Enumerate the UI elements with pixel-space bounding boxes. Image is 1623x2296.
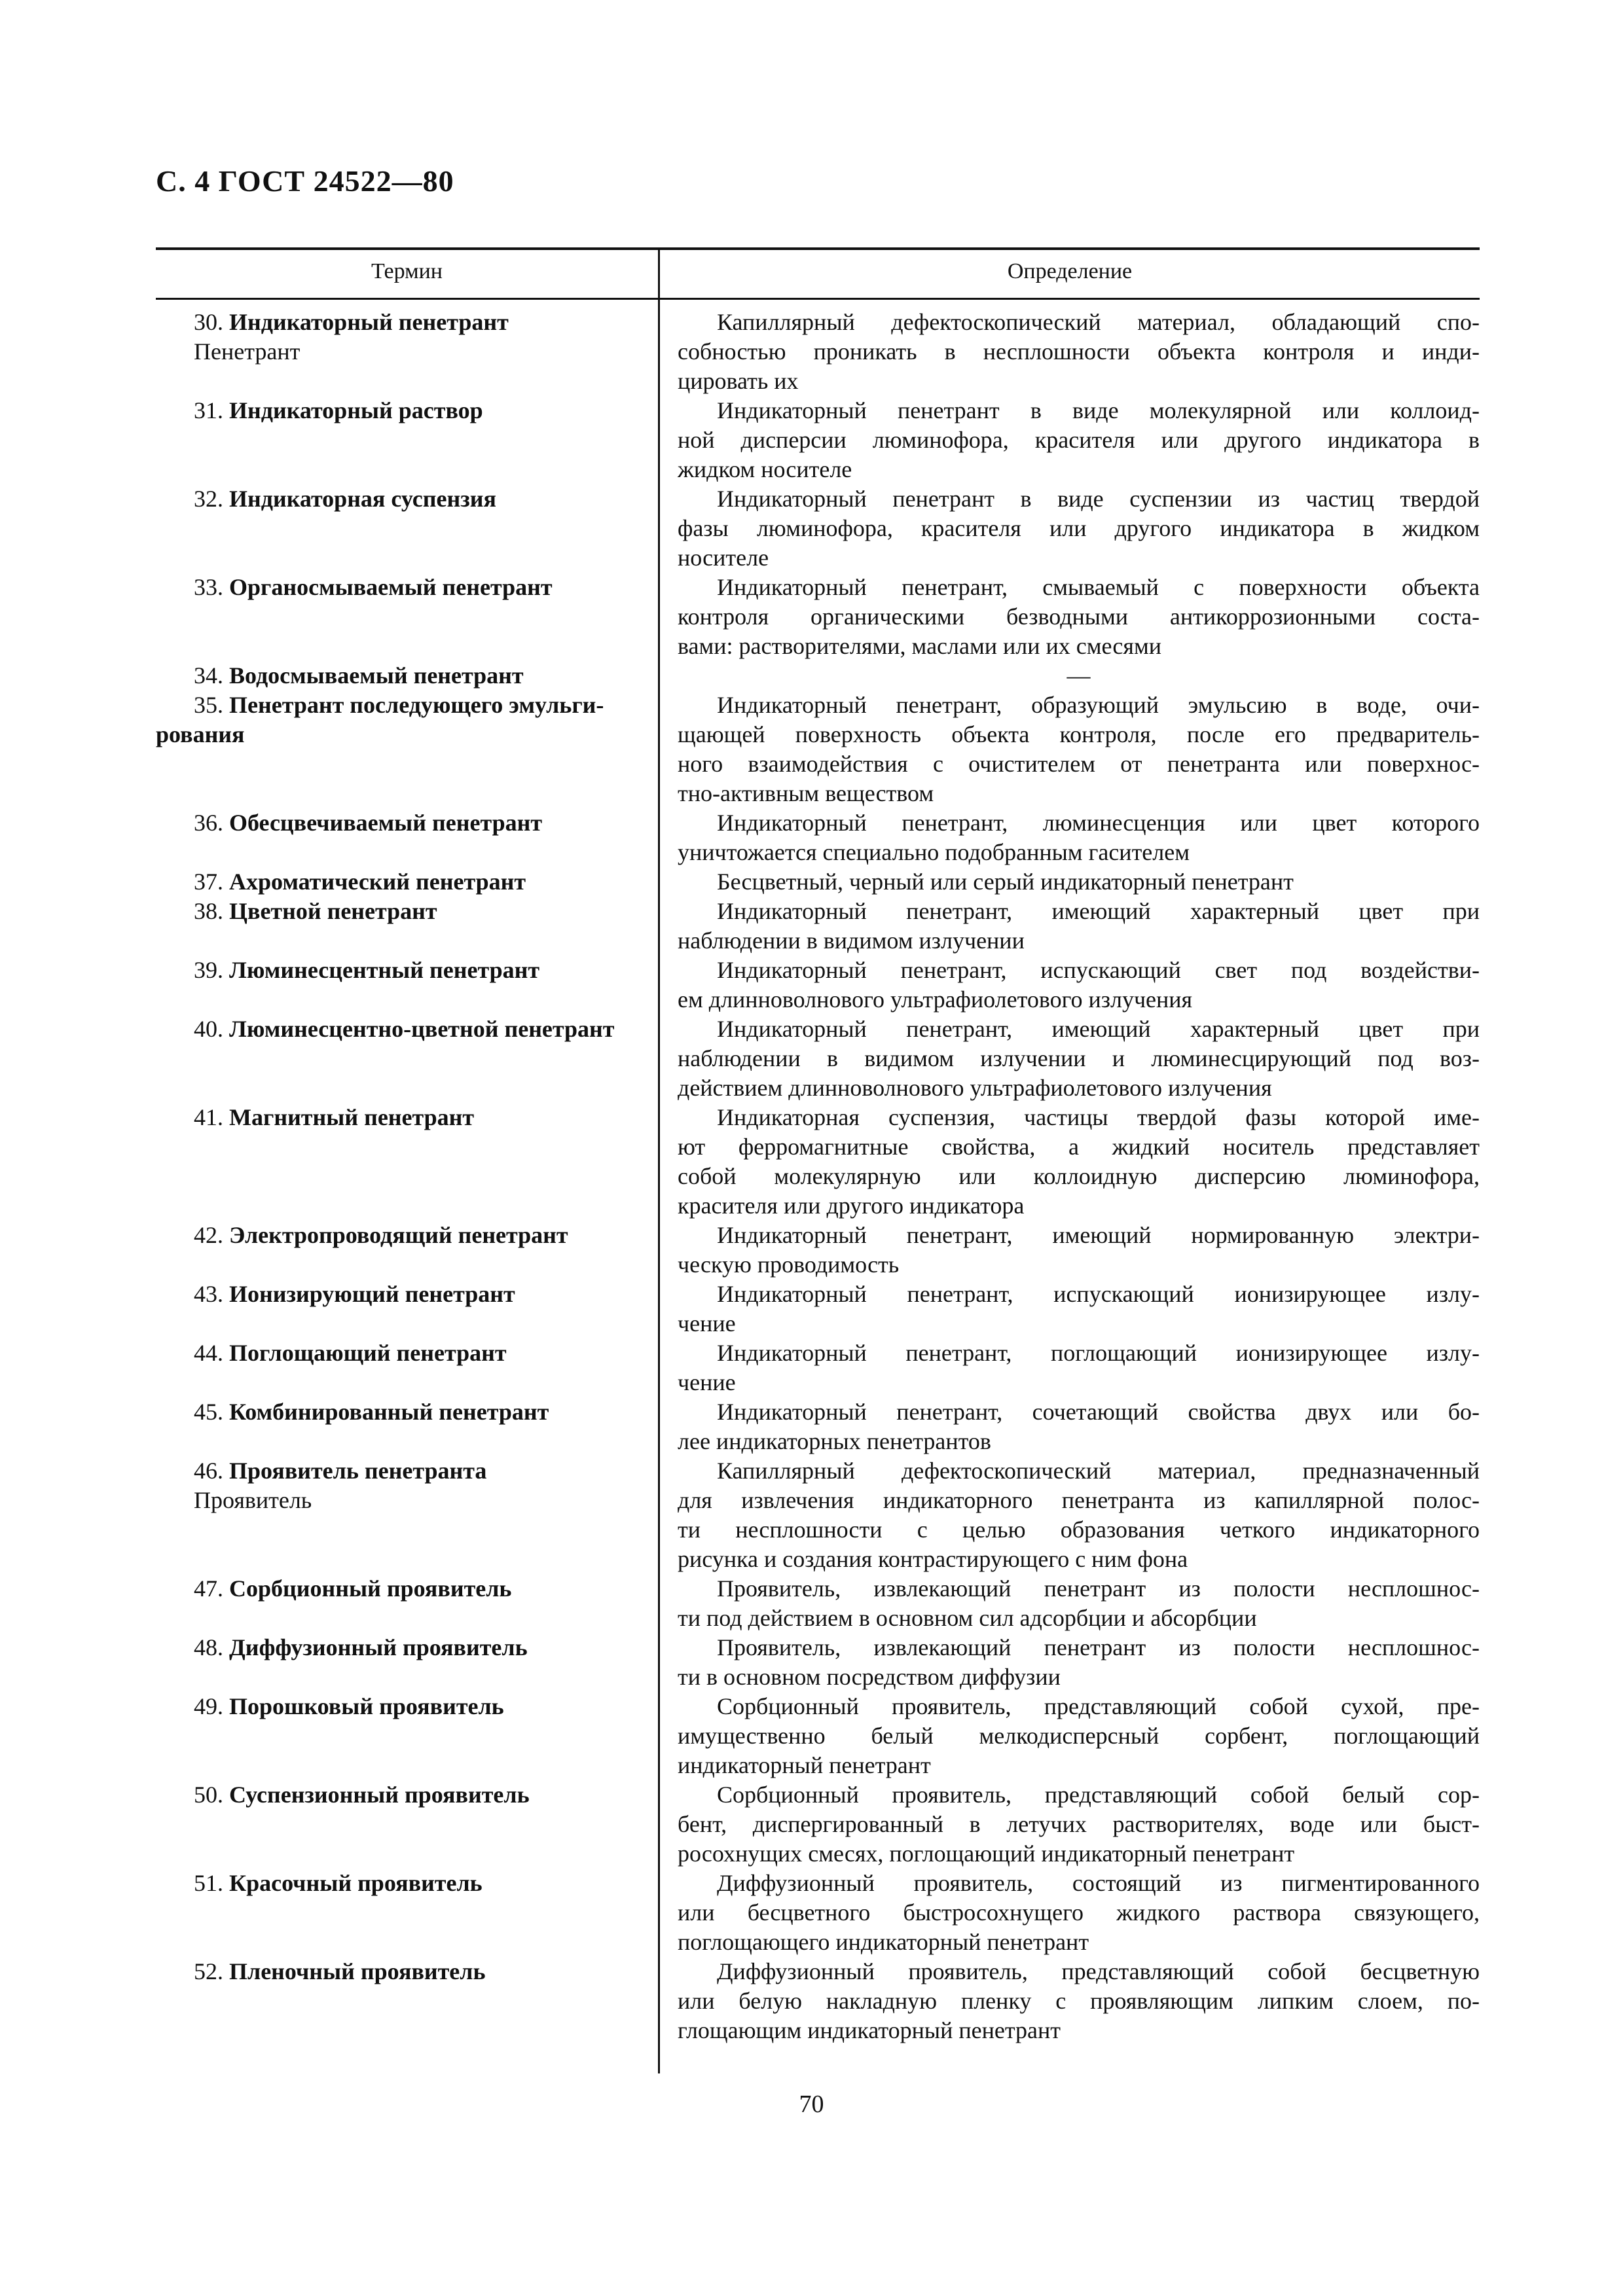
term-line xyxy=(194,1221,644,1250)
definition-cell xyxy=(658,1221,1480,1280)
term-line xyxy=(194,1456,644,1486)
definition-line: Индикаторный пенетрант, поглощающий ионизирующее излу- xyxy=(717,1340,1480,1366)
definition-line: Проявитель, извлекающий пенетрант из полости несплошнос- xyxy=(717,1634,1480,1660)
term-line xyxy=(194,808,644,838)
definition-line: Капиллярный дефектоскопический материал, предназначенный xyxy=(717,1458,1480,1484)
definition-line: Индикаторный пенетрант, испускающий свет под воздействи- xyxy=(717,957,1480,983)
term-cell xyxy=(156,1221,658,1280)
term-line xyxy=(194,1869,644,1898)
term-line xyxy=(194,691,644,720)
column-header-definition: Определение xyxy=(1007,259,1133,283)
term-number: 38. xyxy=(194,898,223,924)
column-header-term: Термин xyxy=(371,259,443,283)
term-cell xyxy=(156,1014,658,1103)
term-line xyxy=(194,867,644,897)
term-number: 39. xyxy=(194,957,223,983)
page-header: С. 4 ГОСТ 24522—80 xyxy=(156,164,454,198)
definition-line: Индикаторный пенетрант, имеющий характерный цвет при xyxy=(717,898,1480,924)
definition-cell xyxy=(658,1574,1480,1633)
definition-line: ти в основном посредством диффузии xyxy=(678,1664,1061,1690)
term-name: Индикаторный раствор xyxy=(229,397,483,423)
definition-line: или белую накладную пленку с проявляющим липким слоем, по- xyxy=(678,1988,1480,2014)
term-number: 36. xyxy=(194,810,223,836)
term-name: Индикаторная суспензия xyxy=(229,486,496,512)
table-row xyxy=(156,1692,1480,1780)
term-cell xyxy=(156,867,658,897)
definition-line: или бесцветного быстросохнущего жидкого раствора связующего, xyxy=(678,1899,1480,1926)
term-cell xyxy=(156,1280,658,1338)
term-cell xyxy=(156,1103,658,1221)
definition-cell xyxy=(658,1869,1480,1957)
term-number: 51. xyxy=(194,1870,223,1896)
term-cell xyxy=(156,897,658,956)
table-row xyxy=(156,1780,1480,1869)
term-name: Комбинированный пенетрант xyxy=(229,1399,549,1425)
term-cell xyxy=(156,808,658,867)
definition-line: Индикаторный пенетрант, сочетающий свойства двух или бо- xyxy=(717,1399,1480,1425)
term-number: 44. xyxy=(194,1340,223,1366)
definition-line: собой молекулярную или коллоидную дисперсию люминофора, xyxy=(678,1163,1480,1189)
term-line xyxy=(194,1692,644,1721)
term-cell xyxy=(156,1692,658,1780)
term-number: 48. xyxy=(194,1634,223,1660)
definition-line: росохнущих смесях, поглощающий индикаторный пенетрант xyxy=(678,1840,1295,1867)
table-row xyxy=(156,956,1480,1014)
definition-line: Сорбционный проявитель, представляющий собой сухой, пре- xyxy=(717,1693,1480,1719)
term-name: Люминесцентно-цветной пенетрант xyxy=(229,1016,615,1042)
table-row xyxy=(156,308,1480,396)
term-number: 43. xyxy=(194,1281,223,1307)
definition-line: Индикаторный пенетрант, люминесценция или цвет которого xyxy=(717,810,1480,836)
table-row xyxy=(156,897,1480,956)
term-cell xyxy=(156,396,658,484)
term-line xyxy=(194,661,644,691)
term-line xyxy=(194,956,644,985)
term-number: 35. xyxy=(194,692,223,718)
table-row xyxy=(156,1633,1480,1692)
definition-line: собностью проникать в несплошности объекта контроля и инди- xyxy=(678,338,1480,365)
term-number: 31. xyxy=(194,397,223,423)
term-cell xyxy=(156,573,658,661)
term-name-continuation: рования xyxy=(156,721,245,747)
definition-line: Индикаторный пенетрант, испускающий ионизирующее излу- xyxy=(717,1281,1480,1307)
term-number: 49. xyxy=(194,1693,223,1719)
definition-cell xyxy=(658,1338,1480,1397)
term-cell xyxy=(156,956,658,1014)
table-row xyxy=(156,691,1480,808)
term-name: Ахроматический пенетрант xyxy=(229,869,526,895)
definition-line: Индикаторный пенетрант, имеющий нормированную электри- xyxy=(717,1222,1480,1248)
term-number: 42. xyxy=(194,1222,223,1248)
definition-line: индикаторный пенетрант xyxy=(678,1752,931,1778)
term-cell xyxy=(156,484,658,573)
term-line xyxy=(194,1397,644,1427)
table-row xyxy=(156,484,1480,573)
definition-line: ческую проводимость xyxy=(678,1251,900,1278)
term-line xyxy=(194,308,644,337)
term-line xyxy=(194,573,644,602)
definition-line: имущественно белый мелкодисперсный сорбент, поглощающий xyxy=(678,1723,1480,1749)
definition-cell xyxy=(658,573,1480,661)
definition-line: Индикаторный пенетрант в виде молекулярной или коллоид- xyxy=(717,397,1480,423)
definition-line: Диффузионный проявитель, состоящий из пигментированного xyxy=(717,1870,1480,1896)
table-header-rule xyxy=(156,298,1480,300)
definition-line: Индикаторный пенетрант, смываемый с поверхности объекта xyxy=(717,574,1480,600)
term-name: Сорбционный проявитель xyxy=(229,1575,512,1602)
term-line xyxy=(194,1574,644,1604)
page-number: 70 xyxy=(799,2090,824,2118)
term-line xyxy=(194,1103,644,1132)
term-name: Индикаторный пенетрант xyxy=(229,309,509,335)
term-number: 30. xyxy=(194,309,223,335)
table-row xyxy=(156,867,1480,897)
term-number: 41. xyxy=(194,1104,223,1130)
term-name: Магнитный пенетрант xyxy=(229,1104,475,1130)
definition-line: лее индикаторных пенетрантов xyxy=(678,1428,991,1454)
term-number: 50. xyxy=(194,1782,223,1808)
definition-cell xyxy=(658,484,1480,573)
term-number: 34. xyxy=(194,662,223,689)
definition-line: Проявитель, извлекающий пенетрант из полости несплошнос- xyxy=(717,1575,1480,1602)
definition-line: наблюдении в видимом излучении и люминесцирующий под воз- xyxy=(678,1045,1480,1071)
definition-line: Бесцветный, черный или серый индикаторный пенетрант xyxy=(717,869,1294,895)
definition-cell xyxy=(658,808,1480,867)
definition-line: уничтожается специально подобранным гасителем xyxy=(678,839,1190,865)
term-cell xyxy=(156,308,658,396)
definition-line: Индикаторная суспензия, частицы твердой фазы которой име- xyxy=(717,1104,1480,1130)
term-name: Обесцвечиваемый пенетрант xyxy=(229,810,543,836)
term-name: Пленочный проявитель xyxy=(229,1958,486,1984)
term-synonym: Проявитель xyxy=(194,1487,312,1513)
table-row xyxy=(156,1103,1480,1221)
term-line xyxy=(194,1780,644,1810)
term-number: 33. xyxy=(194,574,223,600)
term-name: Пенетрант последующего эмульги- xyxy=(229,692,604,718)
definition-line: ного взаимодействия с очистителем от пенетранта или поверхнос- xyxy=(678,751,1480,777)
table-row xyxy=(156,1397,1480,1456)
table-row xyxy=(156,1338,1480,1397)
table-row xyxy=(156,573,1480,661)
definition-line: цировать их xyxy=(678,368,799,394)
definition-cell xyxy=(658,691,1480,808)
definition-line: глощающим индикаторный пенетрант xyxy=(678,2017,1061,2043)
definition-line: Индикаторный пенетрант в виде суспензии из частиц твердой xyxy=(717,486,1480,512)
term-name: Электропроводящий пенетрант xyxy=(229,1222,568,1248)
table-top-rule xyxy=(156,247,1480,250)
table-row xyxy=(156,1280,1480,1338)
definition-line: контроля органическими безводными антикоррозионными соста- xyxy=(678,603,1480,630)
term-cell xyxy=(156,1574,658,1633)
term-cell xyxy=(156,1633,658,1692)
definition-cell xyxy=(658,1633,1480,1692)
definition-cell xyxy=(658,867,1480,897)
definition-line: для извлечения индикаторного пенетранта из капиллярной полос- xyxy=(678,1487,1480,1513)
definition-cell xyxy=(658,1692,1480,1780)
term-line xyxy=(194,1280,644,1309)
definition-cell xyxy=(658,1103,1480,1221)
definition-line: бент, диспергированный в летучих растворителях, воде или быст- xyxy=(678,1811,1480,1837)
definition-cell xyxy=(658,1014,1480,1103)
term-name: Цветной пенетрант xyxy=(229,898,437,924)
term-number: 40. xyxy=(194,1016,223,1042)
table-row xyxy=(156,661,1480,691)
definition-line: тно-активным веществом xyxy=(678,780,934,806)
definition-cell xyxy=(658,1456,1480,1574)
definition-line: поглощающего индикаторный пенетрант xyxy=(678,1929,1089,1955)
term-cell xyxy=(156,1338,658,1397)
definition-line: носителе xyxy=(678,545,769,571)
definition-line: ют ферромагнитные свойства, а жидкий носитель представляет xyxy=(678,1134,1480,1160)
table-row xyxy=(156,1221,1480,1280)
term-number: 32. xyxy=(194,486,223,512)
term-name: Люминесцентный пенетрант xyxy=(229,957,540,983)
definition-line: ти под действием в основном сил адсорбции и абсорбции xyxy=(678,1605,1257,1631)
term-cell xyxy=(156,1780,658,1869)
term-number: 46. xyxy=(194,1458,223,1484)
definition-line: действием длинноволнового ультрафиолетового излучения xyxy=(678,1075,1272,1101)
term-line xyxy=(194,897,644,926)
definition-line: ной дисперсии люминофора, красителя или другого индикатора в xyxy=(678,427,1480,453)
definition-line: ем длинноволнового ультрафиолетового излучения xyxy=(678,986,1193,1013)
term-cell xyxy=(156,691,658,808)
definition-line: Диффузионный проявитель, представляющий собой бесцветную xyxy=(717,1958,1480,1984)
term-line xyxy=(194,1633,644,1662)
definition-line: вами: растворителями, маслами или их смесями xyxy=(678,633,1162,659)
definition-line: чение xyxy=(678,1369,736,1395)
definition-line: жидком носителе xyxy=(678,456,852,482)
table-row xyxy=(156,396,1480,484)
term-number: 47. xyxy=(194,1575,223,1602)
term-line xyxy=(194,1957,644,1986)
term-name: Суспензионный проявитель xyxy=(229,1782,530,1808)
definition-line: Индикаторный пенетрант, образующий эмульсию в воде, очи- xyxy=(717,692,1480,718)
definition-cell xyxy=(658,308,1480,396)
term-name: Водосмываемый пенетрант xyxy=(229,662,524,689)
term-synonym: Пенетрант xyxy=(194,338,301,365)
term-number: 37. xyxy=(194,869,223,895)
definition-line: Индикаторный пенетрант, имеющий характерный цвет при xyxy=(717,1016,1480,1042)
term-name: Порошковый проявитель xyxy=(229,1693,504,1719)
term-cell xyxy=(156,1456,658,1574)
definition-cell xyxy=(658,1957,1480,2045)
term-line xyxy=(194,396,644,425)
term-name: Поглощающий пенетрант xyxy=(229,1340,507,1366)
definition-line: щающей поверхность объекта контроля, после его предваритель- xyxy=(678,721,1480,747)
definition-cell xyxy=(658,956,1480,1014)
table-row xyxy=(156,808,1480,867)
terms-table xyxy=(156,308,1480,2045)
term-number: 45. xyxy=(194,1399,223,1425)
definition-cell xyxy=(658,1280,1480,1338)
term-name: Органосмываемый пенетрант xyxy=(229,574,553,600)
term-cell xyxy=(156,661,658,691)
definition-line: красителя или другого индикатора xyxy=(678,1193,1025,1219)
definition-cell xyxy=(658,1780,1480,1869)
definition-line: рисунка и создания контрастирующего с ним фона xyxy=(678,1546,1188,1572)
term-name: Красочный проявитель xyxy=(229,1870,483,1896)
definition-dash: — xyxy=(1067,662,1091,689)
term-number: 52. xyxy=(194,1958,223,1984)
definition-cell xyxy=(658,1397,1480,1456)
definition-line: ти несплошности с целью образования четкого индикаторного xyxy=(678,1516,1480,1543)
definition-line: Капиллярный дефектоскопический материал, обладающий спо- xyxy=(717,309,1480,335)
definition-line: наблюдении в видимом излучении xyxy=(678,927,1025,954)
table-row xyxy=(156,1957,1480,2045)
term-line xyxy=(194,484,644,514)
term-name: Ионизирующий пенетрант xyxy=(229,1281,515,1307)
definition-cell xyxy=(658,661,1480,691)
term-line xyxy=(194,1338,644,1368)
definition-line: фазы люминофора, красителя или другого индикатора в жидком xyxy=(678,515,1480,541)
definition-line: чение xyxy=(678,1310,736,1336)
term-name: Диффузионный проявитель xyxy=(229,1634,528,1660)
term-cell xyxy=(156,1869,658,1957)
definition-line: Сорбционный проявитель, представляющий собой белый сор- xyxy=(717,1782,1480,1808)
term-cell xyxy=(156,1397,658,1456)
table-row xyxy=(156,1574,1480,1633)
term-line xyxy=(194,1014,644,1044)
term-name: Проявитель пенетранта xyxy=(229,1458,487,1484)
definition-cell xyxy=(658,396,1480,484)
table-row xyxy=(156,1014,1480,1103)
definition-cell xyxy=(658,897,1480,956)
term-cell xyxy=(156,1957,658,2045)
table-row xyxy=(156,1456,1480,1574)
table-row xyxy=(156,1869,1480,1957)
